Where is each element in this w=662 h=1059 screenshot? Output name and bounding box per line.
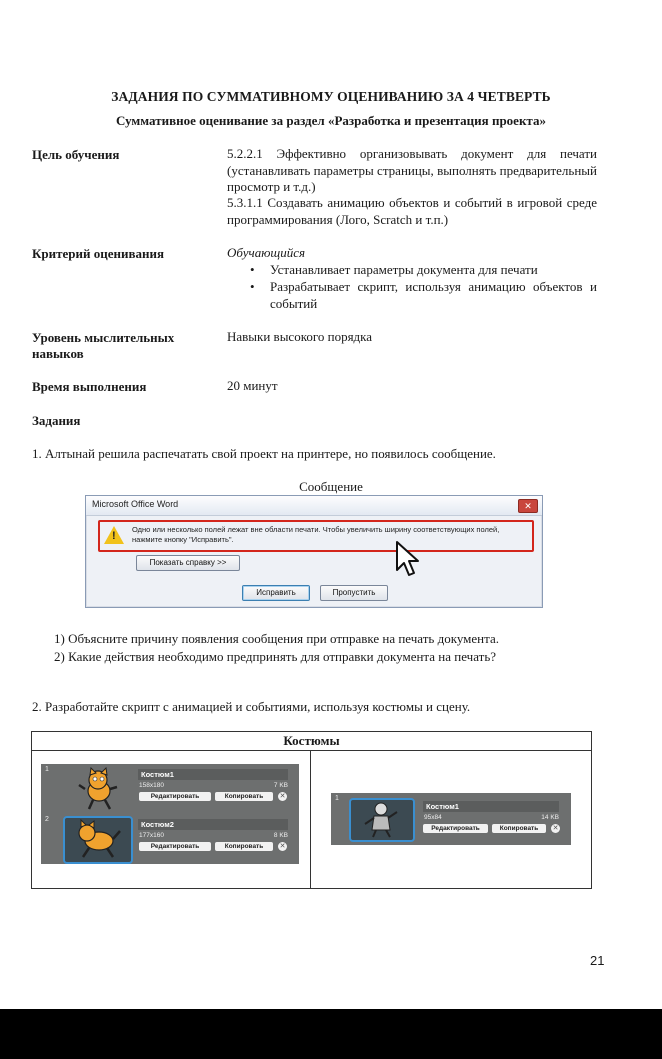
- dialog-title: Microsoft Office Word: [92, 499, 179, 509]
- delete-costume-icon[interactable]: ✕: [552, 825, 559, 832]
- message-caption: Сообщение: [299, 479, 363, 494]
- costume-kb: 8 KB: [273, 832, 288, 839]
- edit-costume-button[interactable]: Редактировать: [139, 842, 211, 851]
- costume-number: 1: [45, 766, 49, 773]
- delete-costume-icon[interactable]: ✕: [279, 843, 286, 850]
- costume-size: 95x84: [424, 814, 442, 821]
- costume-size: 177x160: [139, 832, 164, 839]
- criteria-bullets: [250, 262, 597, 312]
- cat-costume-icon: [77, 767, 121, 811]
- criteria-bullet-text: Разрабатывает скрипт, используя анимацию объектов и событий: [270, 279, 597, 311]
- time-value: 20 минут: [227, 378, 278, 393]
- warning-icon: !: [104, 526, 124, 544]
- costume-item[interactable]: [41, 814, 299, 864]
- criteria-intro: Обучающийся: [227, 245, 306, 260]
- costume-kb: 7 KB: [273, 782, 288, 789]
- costumes-panel-left: [41, 764, 299, 864]
- costume-name[interactable]: Костюм1: [423, 801, 559, 812]
- costume-size: 158x180: [139, 782, 164, 789]
- level-label: Уровень мыслительных навыков: [32, 330, 175, 361]
- page-number: 21: [590, 953, 605, 968]
- task-1-text: 1. Алтынай решила распечатать свой проект на принтере, но появилось сообщение.: [32, 446, 496, 461]
- dialog-message-box: [98, 520, 534, 552]
- costume-number: 2: [45, 816, 49, 823]
- question-1: 1) Объясните причину появления сообщения при отправке на печать документа.: [54, 631, 499, 646]
- character-costume-icon: [361, 800, 401, 838]
- edit-costume-button[interactable]: Редактировать: [423, 824, 488, 833]
- copy-costume-button[interactable]: Копировать: [492, 824, 546, 833]
- task-2-text: 2. Разработайте скрипт с анимацией и событиями, используя костюмы и сцену.: [32, 699, 471, 714]
- goal-line-2: 5.3.1.1 Создавать анимацию объектов и событий в игровой среде программирования (Лого, Scratch и т.п.): [227, 195, 597, 227]
- level-value: Навыки высокого порядка: [227, 329, 373, 344]
- delete-costume-icon[interactable]: ✕: [279, 793, 286, 800]
- costume-item[interactable]: [331, 793, 571, 845]
- criteria-bullet: [250, 279, 597, 312]
- word-dialog: [85, 495, 543, 608]
- tasks-label: Задания: [32, 413, 81, 428]
- costume-name[interactable]: Костюм1: [138, 769, 288, 780]
- dialog-titlebar: [86, 496, 542, 516]
- bullet-dot-icon: •: [250, 279, 255, 294]
- fix-button[interactable]: Исправить: [242, 585, 310, 601]
- page-title: ЗАДАНИЯ ПО СУММАТИВНОМУ ОЦЕНИВАНИЮ ЗА 4 ЧЕТВЕРТЬ: [111, 89, 551, 104]
- costumes-table: [31, 731, 592, 889]
- costume-name[interactable]: Костюм2: [138, 819, 288, 830]
- skip-button[interactable]: Пропустить: [320, 585, 388, 601]
- costumes-header: Костюмы: [32, 732, 591, 751]
- costume-kb: 14 KB: [541, 814, 559, 821]
- costumes-panel-right: [331, 793, 571, 845]
- costume-number: 1: [335, 795, 339, 802]
- bullet-dot-icon: •: [250, 262, 255, 277]
- question-2: 2) Какие действия необходимо предпринять для отправки документа на печать?: [54, 649, 497, 664]
- page-subtitle: Суммативное оценивание за раздел «Разработка и презентация проекта»: [116, 113, 546, 128]
- table-divider: [310, 750, 311, 888]
- dialog-message: Одно или несколько полей лежат вне области печати. Чтобы увеличить ширину соответствующих полей, нажмите кнопку "Исправить".: [132, 525, 500, 544]
- copy-costume-button[interactable]: Копировать: [215, 792, 273, 801]
- help-button[interactable]: Показать справку >>: [136, 555, 240, 571]
- criteria-bullet-text: Устанавливает параметры документа для печати: [270, 262, 538, 277]
- copy-costume-button[interactable]: Копировать: [215, 842, 273, 851]
- goal-line-1: 5.2.2.1 Эффективно организовывать документ для печати (устанавливать параметры страницы, выполнять предварительный просмотр и т.д.): [227, 146, 597, 194]
- time-label: Время выполнения: [32, 379, 147, 394]
- criteria-bullet: [250, 262, 597, 279]
- edit-costume-button[interactable]: Редактировать: [139, 792, 211, 801]
- close-icon[interactable]: ✕: [518, 499, 538, 513]
- mouse-cursor-icon: [394, 540, 420, 578]
- goal-label: Цель обучения: [32, 147, 120, 162]
- costume-item[interactable]: [41, 764, 299, 814]
- bottom-black-bar: [0, 1009, 662, 1059]
- criteria-label: Критерий оценивания: [32, 246, 165, 261]
- cat-costume-icon: [73, 819, 121, 859]
